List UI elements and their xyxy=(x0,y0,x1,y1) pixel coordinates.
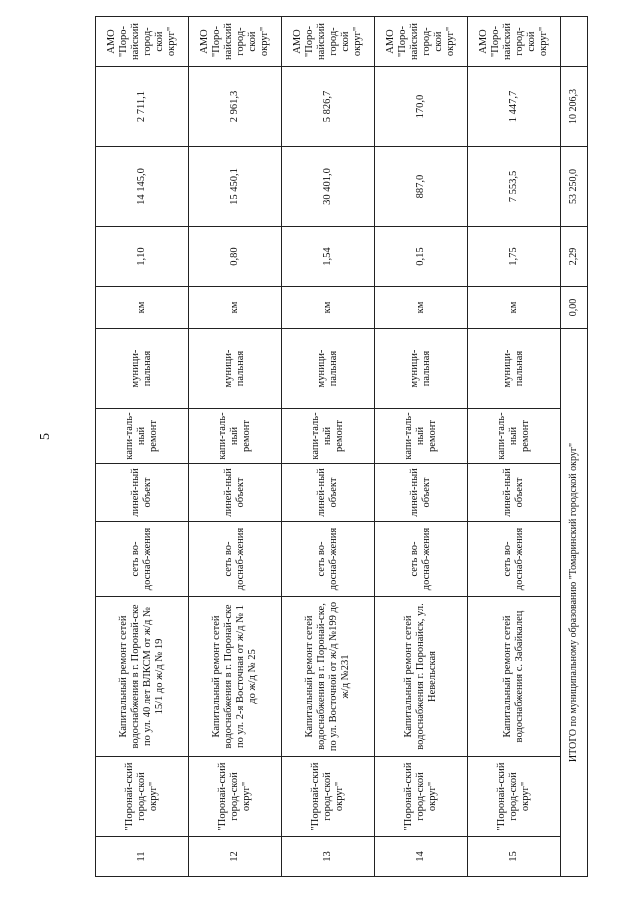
ownership-cell: муници-пальная xyxy=(282,329,375,409)
object-name-cell: Капитальный ремонт сетей водоснабжения г. Поронайск, ул. Невельская xyxy=(375,597,468,757)
total-empty-cell xyxy=(561,17,588,67)
unit-cell: км xyxy=(468,287,561,329)
object-type-cell: линей-ный объект xyxy=(375,464,468,522)
object-name-cell: Капитальный ремонт сетей водоснабжения в г. Поронай-ске по ул. 2-я Восточная от ж/д № 1 до ж/д № 25 xyxy=(189,597,282,757)
row-number: 13 xyxy=(282,837,375,877)
municipality-cell: "Поронай-ский город-ской округ" xyxy=(468,757,561,837)
row-number: 14 xyxy=(375,837,468,877)
table-row xyxy=(96,17,189,877)
cost-total-cell: 887,0 xyxy=(375,147,468,227)
length-cell: 1,10 xyxy=(96,227,189,287)
object-name-cell: Капитальный ремонт сетей водоснабжения в г. Поронай-ске по ул. 40 лет ВЛКСМ от ж/д № 15/1 до ж/д № 19 xyxy=(96,597,189,757)
cost-total-cell: 15 450,1 xyxy=(189,147,282,227)
cost-second-cell: 170,0 xyxy=(375,67,468,147)
cost-total-cell: 30 401,0 xyxy=(282,147,375,227)
municipality-cell: "Поронай-ский город-ской округ" xyxy=(375,757,468,837)
customer-cell: АМО "Поро-найский город-ской округ" xyxy=(189,17,282,67)
work-type-cell: капи-таль-ный ремонт xyxy=(468,409,561,464)
unit-cell: км xyxy=(375,287,468,329)
unit-cell: км xyxy=(96,287,189,329)
ownership-cell: муници-пальная xyxy=(468,329,561,409)
customer-cell: АМО "Поро-найский город-ской округ" xyxy=(96,17,189,67)
network-type-cell: сеть во-доснаб-жения xyxy=(96,522,189,597)
table-row xyxy=(282,17,375,877)
total-length: 2,29 xyxy=(561,227,588,287)
total-unit-value: 0,00 xyxy=(561,287,588,329)
projects-table xyxy=(95,16,588,877)
object-type-cell: линей-ный объект xyxy=(96,464,189,522)
customer-cell: АМО "Поро-найский город-ской округ" xyxy=(468,17,561,67)
length-cell: 0,15 xyxy=(375,227,468,287)
customer-cell: АМО "Поро-найский город-ской округ" xyxy=(375,17,468,67)
total-row xyxy=(561,17,588,877)
length-cell: 1,54 xyxy=(282,227,375,287)
table-row xyxy=(468,17,561,877)
work-type-cell: капи-таль-ный ремонт xyxy=(96,409,189,464)
network-type-cell: сеть во-доснаб-жения xyxy=(282,522,375,597)
row-number: 11 xyxy=(96,837,189,877)
cost-second-cell: 2 711,1 xyxy=(96,67,189,147)
ownership-cell: муници-пальная xyxy=(96,329,189,409)
network-type-cell: сеть во-доснаб-жения xyxy=(189,522,282,597)
unit-cell: км xyxy=(189,287,282,329)
object-type-cell: линей-ный объект xyxy=(468,464,561,522)
work-type-cell: капи-таль-ный ремонт xyxy=(189,409,282,464)
work-type-cell: капи-таль-ный ремонт xyxy=(282,409,375,464)
work-type-cell: капи-таль-ный ремонт xyxy=(375,409,468,464)
ownership-cell: муници-пальная xyxy=(189,329,282,409)
row-number: 15 xyxy=(468,837,561,877)
object-name-cell: Капитальный ремонт сетей водоснабжения в г. Поронай-ске, по ул. Восточной от ж/д №199 до ж/д №231 xyxy=(282,597,375,757)
municipality-cell: "Поронай-ский город-ской округ" xyxy=(189,757,282,837)
table-row xyxy=(375,17,468,877)
page-number: 5 xyxy=(38,433,53,440)
object-name-cell: Капитальный ремонт сетей водоснабжения с. Забайкалец xyxy=(468,597,561,757)
length-cell: 1,75 xyxy=(468,227,561,287)
network-type-cell: сеть во-доснаб-жения xyxy=(375,522,468,597)
network-type-cell: сеть во-доснаб-жения xyxy=(468,522,561,597)
municipality-cell: "Поронай-ский город-ской округ" xyxy=(282,757,375,837)
rotated-table-wrapper xyxy=(95,17,585,877)
total-cost-second: 10 206,3 xyxy=(561,67,588,147)
cost-total-cell: 14 145,0 xyxy=(96,147,189,227)
cost-total-cell: 7 553,5 xyxy=(468,147,561,227)
cost-second-cell: 1 447,7 xyxy=(468,67,561,147)
ownership-cell: муници-пальная xyxy=(375,329,468,409)
object-type-cell: линей-ный объект xyxy=(189,464,282,522)
length-cell: 0,80 xyxy=(189,227,282,287)
object-type-cell: линей-ный объект xyxy=(282,464,375,522)
total-label: ИТОГО по муниципальному образованию "Томаринский городской округ" xyxy=(561,329,588,877)
row-number: 12 xyxy=(189,837,282,877)
table-row xyxy=(189,17,282,877)
municipality-cell: "Поронай-ский город-ской округ" xyxy=(96,757,189,837)
total-cost: 53 250,0 xyxy=(561,147,588,227)
customer-cell: АМО "Поро-найский город-ской округ" xyxy=(282,17,375,67)
cost-second-cell: 5 826,7 xyxy=(282,67,375,147)
unit-cell: км xyxy=(282,287,375,329)
cost-second-cell: 2 961,3 xyxy=(189,67,282,147)
